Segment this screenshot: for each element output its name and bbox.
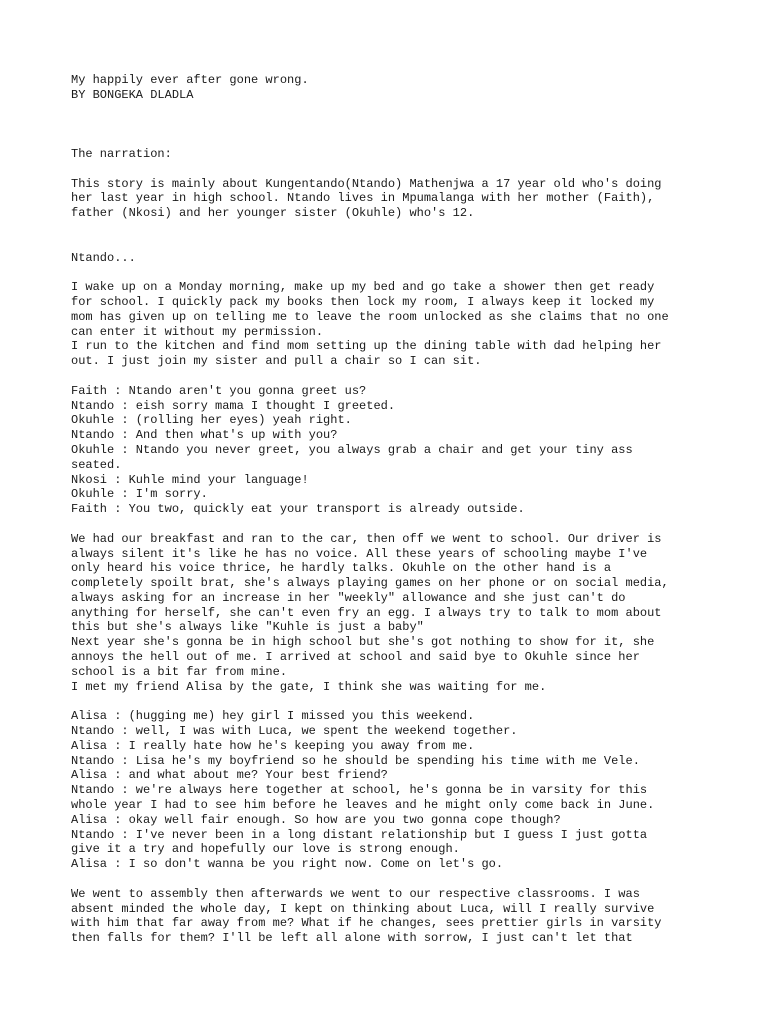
spacer bbox=[71, 162, 711, 177]
paragraph-school bbox=[71, 532, 711, 695]
text-line: I wake up on a Monday morning, make up my bed and go take a shower then get ready bbox=[71, 280, 655, 295]
text-line: Ntando : we're always here together at school, he's gonna be in varsity for this bbox=[71, 783, 648, 798]
story-author: BY BONGEKA DLADLA bbox=[71, 87, 194, 102]
story-title: My happily ever after gone wrong. bbox=[71, 73, 309, 87]
text-line: Faith : Ntando aren't you gonna greet us? bbox=[71, 383, 367, 398]
paragraph-assembly bbox=[71, 887, 711, 946]
text-line: out. I just join my sister and pull a chair so I can sit. bbox=[71, 354, 482, 369]
text-line: Alisa : okay well fair enough. So how are you two gonna cope though? bbox=[71, 812, 561, 827]
text-line: annoys the hell out of me. I arrived at school and said bye to Okuhle since her bbox=[71, 650, 640, 665]
text-line: Ntando : And then what's up with you? bbox=[71, 428, 338, 443]
text-line: We had our breakfast and ran to the car, then off we went to school. Our driver is bbox=[71, 531, 662, 546]
text-line: Alisa : (hugging me) hey girl I missed you this weekend. bbox=[71, 709, 475, 724]
paragraph-morning bbox=[71, 280, 711, 369]
text-line: Faith : You two, quickly eat your transport is already outside. bbox=[71, 502, 525, 517]
narration-heading: The narration: bbox=[71, 146, 172, 161]
text-line: absent minded the whole day, I kept on thinking about Luca, will I really survive bbox=[71, 901, 655, 916]
text-line: completely spoilt brat, she's always playing games on her phone or on social media, bbox=[71, 576, 669, 591]
spacer bbox=[71, 221, 711, 251]
text-line: We went to assembly then afterwards we went to our respective classrooms. I was bbox=[71, 886, 640, 901]
text-line: This story is mainly about Kungentando(Ntando) Mathenjwa a 17 year old who's doing bbox=[71, 176, 662, 191]
text-line: for school. I quickly pack my books then lock my room, I always keep it locked my bbox=[71, 294, 655, 309]
text-line: school is a bit far from mine. bbox=[71, 664, 288, 679]
text-line: Ntando : I've never been in a long distant relationship but I guess I just gotta bbox=[71, 827, 648, 842]
spacer bbox=[71, 103, 711, 147]
text-line: father (Nkosi) and her younger sister (Okuhle) who's 12. bbox=[71, 206, 475, 221]
text-line: Alisa : and what about me? Your best friend? bbox=[71, 768, 388, 783]
text-line: Ntando : Lisa he's my boyfriend so he should be spending his time with me Vele. bbox=[71, 753, 640, 768]
text-line: can enter it without my permission. bbox=[71, 324, 324, 339]
text-line: Okuhle : I'm sorry. bbox=[71, 487, 208, 502]
text-line: always asking for an increase in her "weekly" allowance and she just can't do bbox=[71, 590, 626, 605]
text-line: with him that far away from me? What if he changes, sees prettier girls in varsity bbox=[71, 916, 662, 931]
text-line: give it a try and hopefully our love is strong enough. bbox=[71, 842, 460, 857]
text-line: Ntando : well, I was with Luca, we spent the weekend together. bbox=[71, 724, 518, 739]
document-page bbox=[71, 73, 711, 946]
text-line: Okuhle : Ntando you never greet, you always grab a chair and get your tiny ass bbox=[71, 442, 633, 457]
spacer bbox=[71, 694, 711, 709]
spacer bbox=[71, 265, 711, 280]
chapter-heading: Ntando... bbox=[71, 250, 136, 265]
spacer bbox=[71, 872, 711, 887]
text-line: seated. bbox=[71, 457, 122, 472]
text-line: mom has given up on telling me to leave the room unlocked as she claims that no one bbox=[71, 309, 669, 324]
text-line: Ntando : eish sorry mama I thought I greeted. bbox=[71, 398, 396, 413]
text-line: this but she's always like "Kuhle is just a baby" bbox=[71, 620, 424, 635]
text-line: then falls for them? I'll be left all alone with sorrow, I just can't let that bbox=[71, 931, 633, 946]
narration-paragraph bbox=[71, 177, 711, 221]
dialogue-alisa bbox=[71, 709, 711, 872]
text-line: Okuhle : (rolling her eyes) yeah right. bbox=[71, 413, 352, 428]
text-line: I run to the kitchen and find mom setting up the dining table with dad helping her bbox=[71, 339, 662, 354]
text-line: anything for herself, she can't even fry an egg. I always try to talk to mom about bbox=[71, 605, 662, 620]
text-line: Nkosi : Kuhle mind your language! bbox=[71, 472, 309, 487]
text-line: whole year I had to see him before he leaves and he might only come back in June. bbox=[71, 798, 655, 813]
text-line: only heard his voice thrice, he hardly talks. Okuhle on the other hand is a bbox=[71, 561, 612, 576]
text-line: Alisa : I really hate how he's keeping you away from me. bbox=[71, 738, 475, 753]
text-line: I met my friend Alisa by the gate, I think she was waiting for me. bbox=[71, 679, 547, 694]
text-line: always silent it's like he has no voice. All these years of schooling maybe I've bbox=[71, 546, 648, 561]
spacer bbox=[71, 517, 711, 532]
text-line: Next year she's gonna be in high school but she's got nothing to show for it, she bbox=[71, 635, 655, 650]
text-line: Alisa : I so don't wanna be you right now. Come on let's go. bbox=[71, 857, 504, 872]
spacer bbox=[71, 369, 711, 384]
dialogue-breakfast bbox=[71, 384, 711, 517]
text-line: her last year in high school. Ntando lives in Mpumalanga with her mother (Faith), bbox=[71, 191, 655, 206]
